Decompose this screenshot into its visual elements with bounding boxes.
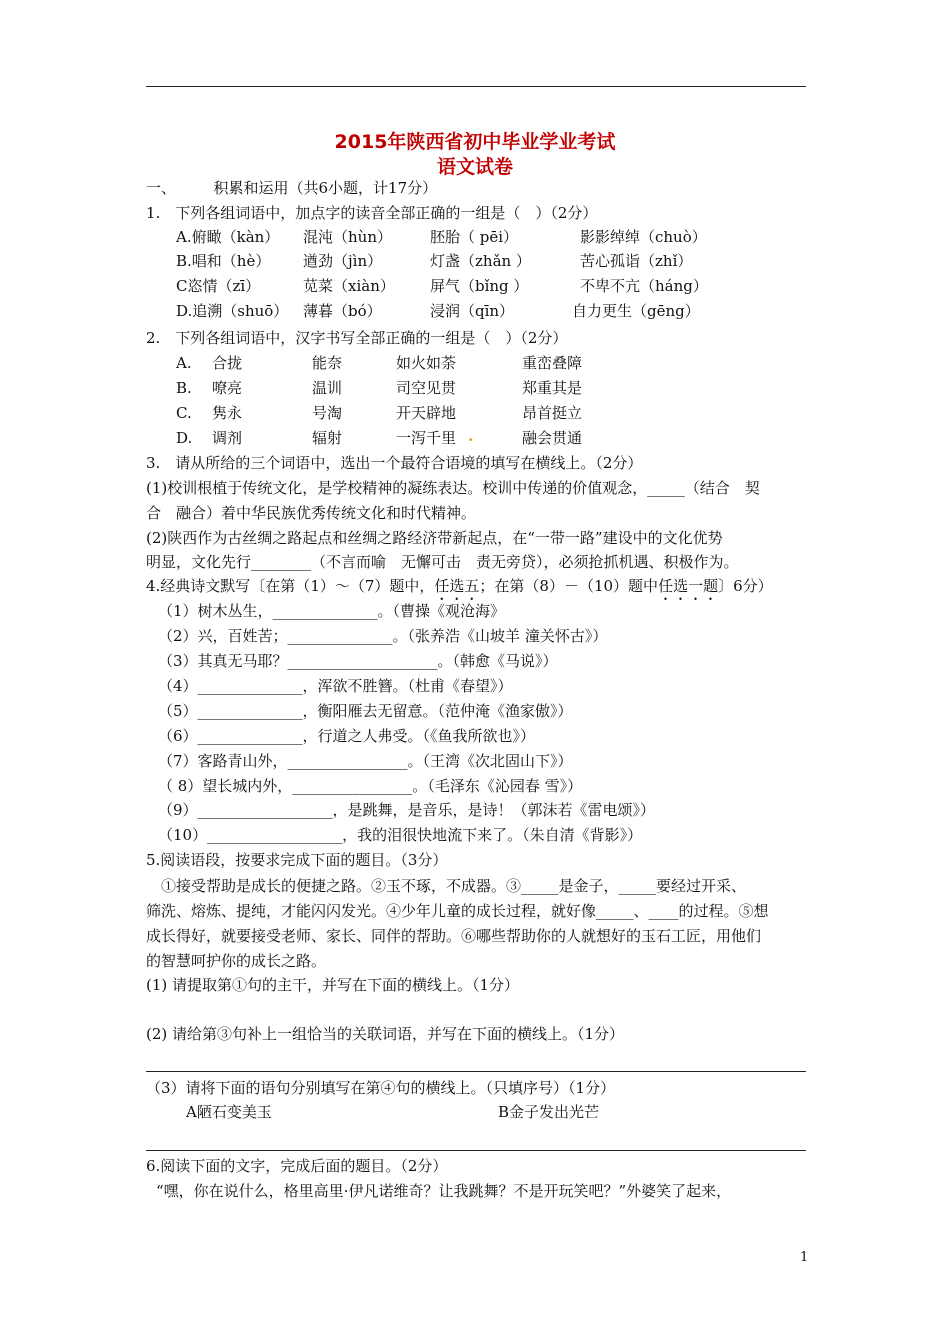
q2-d-w4: 融会贯通 bbox=[522, 429, 583, 447]
q4-item-2: （2）兴，百姓苦；______________。（张养浩《山坡羊 潼关怀古》） bbox=[158, 627, 608, 645]
q2-b-label: B. bbox=[176, 379, 192, 397]
q2-c-w3: 开天辟地 bbox=[396, 404, 457, 422]
q1-opt-b4: 苦心孤诣（zhǐ） bbox=[580, 252, 693, 270]
q2-a-w4: 重峦叠障 bbox=[522, 354, 583, 372]
q4-stem-b: 任选五 bbox=[434, 577, 480, 595]
q1-opt-c1: C恣情（zī） bbox=[176, 277, 261, 295]
q2-a-w2: 能奈 bbox=[312, 354, 343, 372]
q2-b-w4: 郑重其是 bbox=[522, 379, 583, 397]
q1-opt-a4: 影影绰绰（chuò） bbox=[580, 228, 707, 246]
q4-stem-d: 任选一题 bbox=[658, 577, 719, 595]
q1-opt-b2: 遒劲（jìn） bbox=[303, 252, 383, 270]
q3-line3: (2)陕西作为古丝绸之路起点和丝绸之路经济带新起点，在“一带一路”建设中的文化优势 bbox=[146, 529, 723, 547]
q6-para: “嘿，你在说什么，格里高里·伊凡诺维奇？让我跳舞？不是开玩笑吧？”外婆笑了起来， bbox=[156, 1182, 732, 1200]
q6-stem: 6.阅读下面的文字，完成后面的题目。（2分） bbox=[146, 1157, 448, 1175]
q4-item-4: （4）______________，浑欲不胜簪。（杜甫《春望》） bbox=[158, 677, 513, 695]
q5-opt-b: B金子发出光芒 bbox=[498, 1103, 600, 1121]
q5-stem: 5.阅读语段，按要求完成下面的题目。（3分） bbox=[146, 851, 448, 869]
q2-b-w2: 温训 bbox=[312, 379, 343, 397]
page-subtitle: 语文试卷 bbox=[436, 156, 513, 178]
q2-d-w2: 辐射 bbox=[312, 429, 343, 447]
q5-sub2: (2) 请给第③句补上一组恰当的关联词语，并写在下面的横线上。（1分） bbox=[146, 1025, 625, 1043]
q1-opt-c3: 屏气（bǐng ） bbox=[430, 277, 529, 295]
q3-line4: 明显，文化先行________（不言而喻 无懈可击 责无旁贷），必须抢抓机遇、积极作为。 bbox=[146, 553, 739, 571]
page-number: 1 bbox=[800, 1250, 809, 1265]
top-rule bbox=[146, 86, 806, 87]
q1-opt-d1: D.追溯（shuō） bbox=[176, 302, 289, 320]
q2-c-w1: 隽永 bbox=[212, 404, 243, 422]
q1-stem: 1. 下列各组词语中，加点字的读音全部正确的一组是（ ）（2分） bbox=[146, 204, 598, 222]
answer-line-2[interactable] bbox=[146, 1150, 806, 1151]
q1-opt-d3: 浸润（qīn） bbox=[430, 302, 515, 320]
q1-opt-a3: 胚胎（ pēi） bbox=[430, 228, 519, 246]
q2-d-mark: . bbox=[468, 427, 474, 445]
q1-opt-b1: B.唱和（hè） bbox=[176, 252, 271, 270]
q2-d-label: D. bbox=[176, 429, 193, 447]
q4-stem-e: 〕6分） bbox=[718, 577, 773, 595]
q4-item-10: （10）__________________，我的泪很快地流下来了。（朱自清《背影》） bbox=[158, 826, 643, 844]
q3-stem: 3. 请从所给的三个词语中，选出一个最符合语境的填写在横线上。（2分） bbox=[146, 454, 643, 472]
q3-line2: 合 融合）着中华民族优秀传统文化和时代精神。 bbox=[146, 504, 477, 522]
q4-item-8: （ 8）望长城内外，________________。（毛泽东《沁园春 雪》） bbox=[158, 777, 583, 795]
q2-a-w3: 如火如荼 bbox=[396, 354, 457, 372]
q4-item-1: （1）树木丛生，______________。（曹操《观沧海》 bbox=[158, 602, 506, 620]
q5-opt-a: A陋石变美玉 bbox=[186, 1103, 272, 1121]
q5-para-3: 成长得好，就要接受老师、家长、同伴的帮助。⑥哪些帮助你的人就想好的玉石工匠，用他们 bbox=[146, 927, 762, 945]
q5-sub3: （3）请将下面的语句分别填写在第④句的横线上。（只填序号）（1分） bbox=[146, 1079, 616, 1097]
q4-stem bbox=[146, 576, 773, 604]
q2-d-w1: 调剂 bbox=[212, 429, 243, 447]
q4-item-9: （9）__________________，是跳舞，是音乐，是诗！（郭沫若《雷电颂》） bbox=[158, 801, 656, 819]
q5-para-1: ①接受帮助是成长的便捷之路。②玉不琢，不成器。③_____是金子，_____要经过开采、 bbox=[146, 877, 747, 895]
q1-opt-a1: A.俯瞰（kàn） bbox=[176, 228, 280, 246]
q4-item-3: （3）其真无马耶？____________________。（韩愈《马说》） bbox=[158, 652, 558, 670]
q2-a-w1: 合拢 bbox=[212, 354, 243, 372]
q2-c-w4: 昂首挺立 bbox=[522, 404, 583, 422]
q1-opt-b3: 灯盏（zhǎn ） bbox=[430, 252, 531, 270]
q2-c-label: C. bbox=[176, 404, 192, 422]
q1-opt-d4: 自力更生（gēng） bbox=[572, 302, 700, 320]
section-heading: 一、 积累和运用（共6小题，计17分） bbox=[146, 179, 438, 197]
q4-stem-a: 4.经典诗文默写〔在第（1）～（7）题中， bbox=[146, 577, 435, 595]
q2-d-w3: 一泻千里 bbox=[396, 429, 457, 447]
q5-sub1: (1) 请提取第①句的主干，并写在下面的横线上。（1分） bbox=[146, 976, 520, 994]
q2-a-label: A. bbox=[176, 354, 192, 372]
q1-opt-d2: 薄暮（bó） bbox=[303, 302, 382, 320]
q5-para-4: 的智慧呵护你的成长之路。 bbox=[146, 952, 327, 970]
q4-item-5: （5）______________，衡阳雁去无留意。（范仲淹《渔家傲》） bbox=[158, 702, 573, 720]
q2-b-w1: 嘹亮 bbox=[212, 379, 243, 397]
q1-opt-c4: 不卑不亢（háng） bbox=[580, 277, 708, 295]
q4-stem-c: ；在第（8）－（10）题中 bbox=[479, 577, 659, 595]
q2-c-w2: 号淘 bbox=[312, 404, 343, 422]
page-title: 2015年陕西省初中毕业学业考试 bbox=[334, 131, 616, 153]
q4-item-7: （7）客路青山外，________________。（王湾《次北固山下》） bbox=[158, 752, 573, 770]
q1-opt-c2: 苋菜（xiàn） bbox=[303, 277, 395, 295]
q3-line1: (1)校训根植于传统文化，是学校精神的凝练表达。校训中传递的价值观念，_____（结合 契 bbox=[146, 479, 760, 497]
q2-stem: 2. 下列各组词语中，汉字书写全部正确的一组是（ ）（2分） bbox=[146, 329, 568, 347]
q5-para-2: 筛洗、熔炼、提纯，才能闪闪发光。④少年儿童的成长过程，就好像_____、____的过程。⑤想 bbox=[146, 902, 769, 920]
q2-b-w3: 司空见贯 bbox=[396, 379, 457, 397]
answer-line-1[interactable] bbox=[146, 1071, 806, 1072]
q4-item-6: （6）______________，行道之人弗受。（《鱼我所欲也》） bbox=[158, 727, 536, 745]
q1-opt-a2: 混沌（hùn） bbox=[303, 228, 392, 246]
